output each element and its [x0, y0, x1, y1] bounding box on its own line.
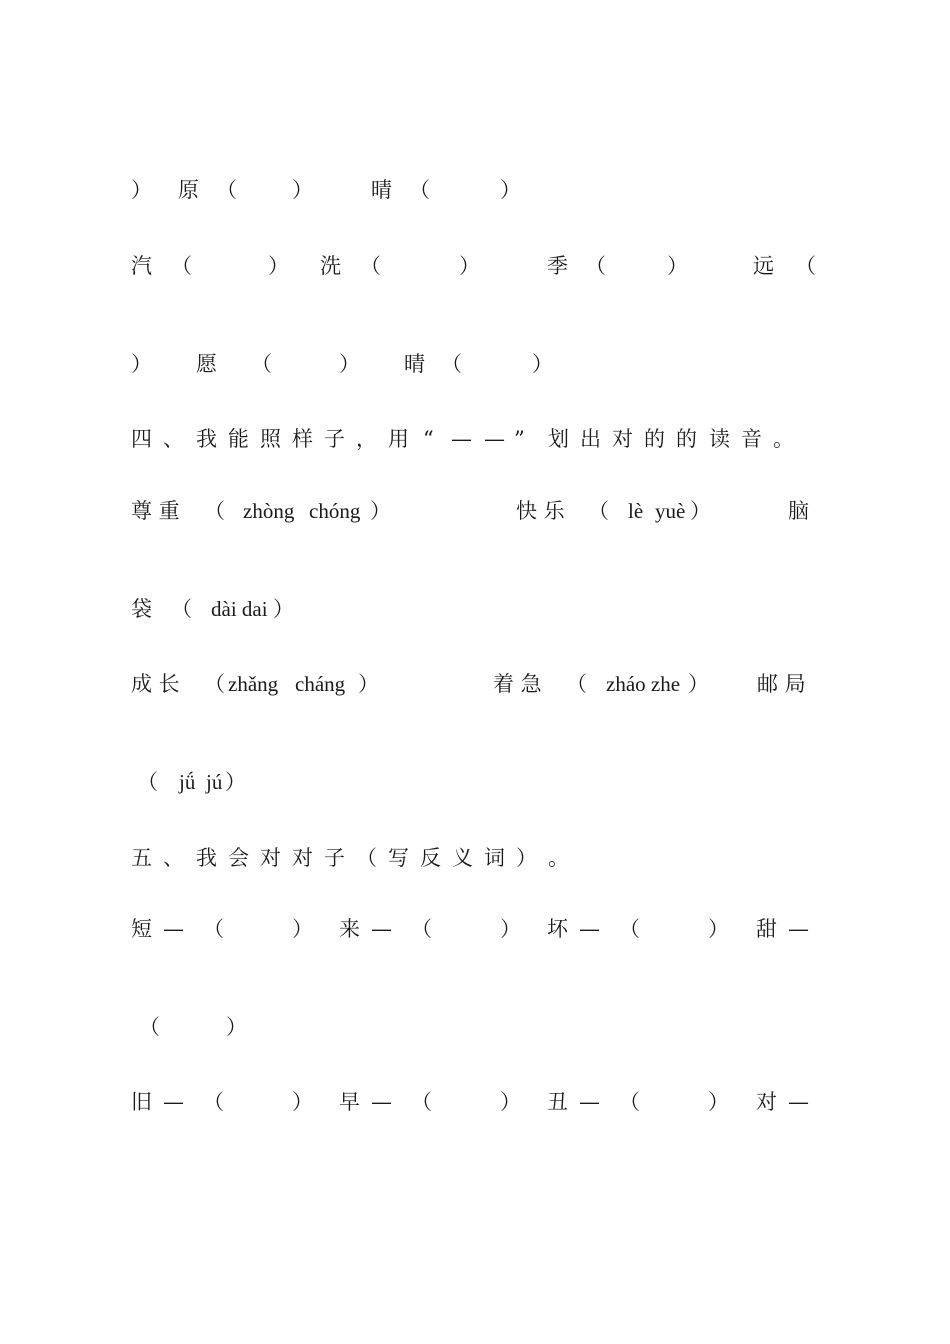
word: 袋 — [131, 597, 152, 621]
bracket-close: ） — [268, 254, 289, 278]
pinyin-option: dài dai — [211, 597, 268, 621]
heading-char: 反 — [420, 846, 441, 870]
word: 快 乐 — [516, 499, 565, 523]
section4-heading — [0, 424, 950, 454]
section3-line3 — [0, 349, 950, 379]
heading-char: 我 — [196, 846, 217, 870]
dash: — — [788, 917, 809, 941]
bracket-open: （ — [204, 499, 225, 523]
heading-char: 、 — [163, 846, 184, 870]
dash: — — [163, 917, 184, 941]
word: 甜 — [756, 917, 777, 941]
bracket-open: （ — [795, 254, 816, 278]
pinyin-option: zhòng — [243, 499, 295, 523]
pinyin-option: lè — [628, 499, 644, 523]
heading-char: 对 — [612, 427, 633, 451]
word: 早 — [339, 1090, 360, 1114]
pinyin-option: cháng — [295, 672, 346, 696]
bracket-close: ） — [532, 352, 553, 376]
bracket-open: （ — [204, 672, 225, 696]
heading-char: 的 — [644, 427, 665, 451]
bracket-close: ） — [358, 672, 379, 696]
section4-row1 — [0, 496, 950, 526]
pinyin-option: yuè — [655, 499, 686, 523]
bracket-open: （ — [203, 1090, 224, 1114]
bracket-open: （ — [360, 254, 381, 278]
bracket-close: ） — [500, 917, 521, 941]
char: 汽 — [131, 254, 152, 278]
heading-char: — — [451, 427, 472, 451]
bracket-open: （ — [411, 1090, 432, 1114]
heading-char: 五 — [131, 846, 152, 870]
heading-char: “ — [423, 427, 434, 451]
heading-char: 划 — [548, 427, 569, 451]
heading-char: ” — [514, 427, 525, 451]
bracket-open: （ — [139, 1015, 160, 1039]
bracket-open: （ — [171, 597, 192, 621]
pinyin-option: zháo zhe — [606, 672, 681, 696]
heading-char: 词 — [484, 846, 505, 870]
heading-char: 。 — [773, 427, 794, 451]
bracket-close: ） — [708, 917, 729, 941]
pinyin-option: jú — [206, 770, 223, 794]
bracket-open: （ — [619, 1090, 640, 1114]
pinyin-option: jǘ — [179, 770, 196, 794]
bracket-close: ） — [688, 672, 709, 696]
dash: — — [163, 1090, 184, 1114]
word: 对 — [756, 1090, 777, 1114]
bracket-open: （ — [409, 178, 430, 202]
dash: — — [371, 1090, 392, 1114]
heading-char: 对 — [260, 846, 281, 870]
char: 原 — [178, 178, 199, 202]
dash: — — [579, 917, 600, 941]
bracket-close: ） — [292, 917, 313, 941]
heading-char: 能 — [228, 427, 249, 451]
bracket-open: （ — [566, 672, 587, 696]
heading-char: 会 — [228, 846, 249, 870]
dash: — — [579, 1090, 600, 1114]
dash: — — [788, 1090, 809, 1114]
heading-char: 的 — [676, 427, 697, 451]
bracket-open: （ — [588, 499, 609, 523]
heading-char: — — [484, 427, 505, 451]
word: 尊 重 — [131, 499, 180, 523]
heading-char: 读 — [709, 427, 730, 451]
pinyin-option: zhǎng — [228, 672, 279, 696]
bracket-open: （ — [203, 917, 224, 941]
bracket-open: （ — [171, 254, 192, 278]
bracket-close: ） — [667, 254, 688, 278]
heading-char: ） — [516, 846, 537, 870]
word: 旧 — [131, 1090, 152, 1114]
bracket-close: ） — [292, 178, 313, 202]
bracket-close: ） — [273, 597, 294, 621]
section5-row3 — [0, 1087, 950, 1117]
char: 远 — [753, 254, 774, 278]
bracket-close: ） — [370, 499, 391, 523]
section3-line1 — [0, 175, 950, 205]
char: 晴 — [404, 352, 425, 376]
heading-char: 。 — [548, 846, 569, 870]
bracket-close: ） — [292, 1090, 313, 1114]
heading-char: 照 — [260, 427, 281, 451]
section5-row2 — [0, 1012, 950, 1042]
word: 短 — [131, 917, 152, 941]
heading-char: 四 — [131, 427, 152, 451]
section5-row1 — [0, 914, 950, 944]
word: 邮 局 — [757, 672, 806, 696]
heading-char: 写 — [388, 846, 409, 870]
bracket-close: ） — [459, 254, 480, 278]
word: 丑 — [547, 1090, 568, 1114]
bracket-close: ） — [131, 178, 152, 202]
heading-char: 样 — [292, 427, 313, 451]
section3-line2 — [0, 251, 950, 281]
heading-char: 义 — [452, 846, 473, 870]
bracket-close: ） — [339, 352, 360, 376]
section5-heading — [0, 843, 950, 873]
heading-char: 音 — [741, 427, 762, 451]
bracket-open: （ — [137, 770, 158, 794]
word: 成 长 — [131, 672, 180, 696]
heading-char: 用 — [388, 427, 409, 451]
bracket-close: ） — [225, 770, 246, 794]
heading-char: 、 — [163, 427, 184, 451]
bracket-close: ） — [708, 1090, 729, 1114]
char: 洗 — [320, 254, 341, 278]
char: 愿 — [196, 352, 217, 376]
bracket-open: （ — [251, 352, 272, 376]
bracket-open: （ — [216, 178, 237, 202]
bracket-close: ） — [226, 1015, 247, 1039]
heading-char: 对 — [292, 846, 313, 870]
dash: — — [371, 917, 392, 941]
word: 着 急 — [493, 672, 542, 696]
section4-row4 — [0, 767, 950, 797]
word: 坏 — [547, 917, 568, 941]
heading-char: （ — [356, 846, 377, 870]
char: 晴 — [371, 178, 392, 202]
bracket-close: ） — [500, 178, 521, 202]
heading-char: 我 — [196, 427, 217, 451]
pinyin-option: chóng — [309, 499, 361, 523]
bracket-open: （ — [411, 917, 432, 941]
bracket-open: （ — [441, 352, 462, 376]
word: 脑 — [788, 499, 809, 523]
heading-char: ， — [356, 427, 377, 451]
section4-row3 — [0, 669, 950, 699]
bracket-close: ） — [131, 352, 152, 376]
word: 来 — [339, 917, 360, 941]
bracket-close: ） — [500, 1090, 521, 1114]
heading-char: 子 — [324, 427, 345, 451]
heading-char: 出 — [580, 427, 601, 451]
bracket-open: （ — [619, 917, 640, 941]
char: 季 — [547, 254, 568, 278]
bracket-open: （ — [585, 254, 606, 278]
bracket-close: ） — [690, 499, 711, 523]
section4-row2 — [0, 594, 950, 624]
heading-char: 子 — [324, 846, 345, 870]
